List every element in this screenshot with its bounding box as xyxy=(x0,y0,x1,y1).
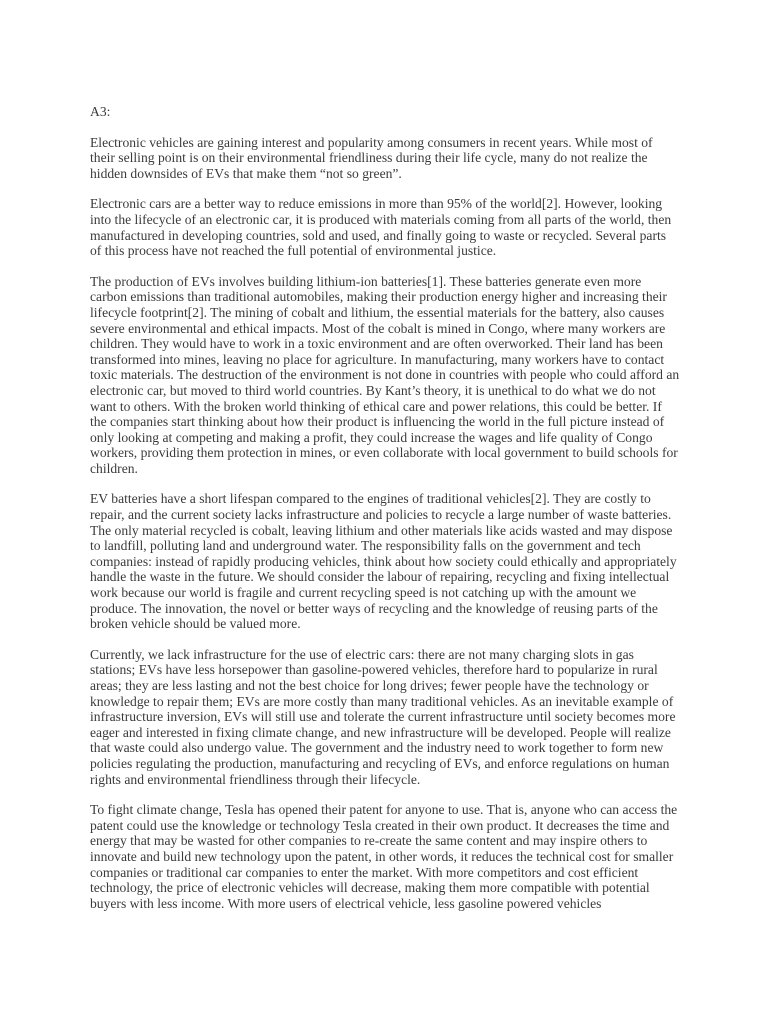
section-heading: A3: xyxy=(90,104,111,119)
paragraph-emissions: Electronic cars are a better way to reduce emissions in more than 95% of the world[2]. However, looking into the lifecycle of an electronic car, it is produced with materials coming from all parts of the world, then manufactured in developing countries, sold and used, and finally going to waste or recycled. Several parts of this process have not reached the full potential of environmental justice. xyxy=(90,196,672,259)
paragraph-tesla-patent: To fight climate change, Tesla has opened their patent for anyone to use. That is, anyone who can access the patent could use the knowledge or technology Tesla created in their own product. It decreases the time and energy that may be wasted for other companies to re-create the same content and may inspire others to innovate and build new technology upon the patent, in other words, it reduces the technical cost for smaller companies or traditional car companies to enter the market. With more competitors and cost efficient technology, the price of electronic vehicles will decrease, making them more compatible with potential buyers with less income. With more users of electrical vehicle, less gasoline powered vehicles xyxy=(90,802,678,911)
paragraph-intro: Electronic vehicles are gaining interest and popularity among consumers in recent years. While most of their selling point is on their environmental friendliness during their life cycle, many do not realize the hidden downsides of EVs that make them “not so green”. xyxy=(90,134,653,181)
paragraph-batteries: EV batteries have a short lifespan compared to the engines of traditional vehicles[2]. They are costly to repair, and the current society lacks infrastructure and policies to recycle a large number of waste batteries. The only material recycled is cobalt, leaving lithium and other materials like acids wasted and may dispose to landfill, polluting land and underground water. The responsibility falls on the government and tech companies: instead of rapidly producing vehicles, think about how society could ethically and appropriately handle the waste in the future. We should consider the labour of repairing, recycling and fixing intellectual work because our world is fragile and current recycling speed is not catching up with the amount we produce. The innovation, the novel or better ways of recycling and the knowledge of reusing parts of the broken vehicle should be valued more. xyxy=(90,491,677,632)
document-page xyxy=(90,104,680,926)
paragraph-production: The production of EVs involves building lithium-ion batteries[1]. These batteries generate even more carbon emissions than traditional automobiles, making their production energy higher and increasing their lifecycle footprint[2]. The mining of cobalt and lithium, the essential materials for the battery, also causes severe environmental and ethical impacts. Most of the cobalt is mined in Congo, where many workers are children. They would have to work in a toxic environment and are often overworked. Their land has been transformed into mines, leaving no place for agriculture. In manufacturing, many workers have to contact toxic materials. The destruction of the environment is not done in countries with people who could afford an electronic car, but moved to third world countries. By Kant’s theory, it is unethical to do what we do not want to others. With the broken world thinking of ethical care and power relations, this could be better. If the companies start thinking about how their product is influencing the world in the full picture instead of only looking at competing and making a profit, they could increase the wages and life quality of Congo workers, providing them protection in mines, or even collaborate with local government to build schools for children. xyxy=(90,273,680,476)
paragraph-infrastructure: Currently, we lack infrastructure for the use of electric cars: there are not many charging slots in gas stations; EVs have less horsepower than gasoline-powered vehicles, therefore hard to popularize in rural areas; they are less lasting and not the best choice for long drives; fewer people have the technology or knowledge to repair them; EVs are more costly than many traditional vehicles. As an inevitable example of infrastructure inversion, EVs will still use and tolerate the current infrastructure until society becomes more eager and interested in fixing climate change, and new infrastructure will be developed. People will realize that waste could also undergo value. The government and the industry need to work together to form new policies regulating the production, manufacturing and recycling of EVs, and enforce regulations on human rights and environmental friendliness through their lifecycle. xyxy=(90,646,676,787)
